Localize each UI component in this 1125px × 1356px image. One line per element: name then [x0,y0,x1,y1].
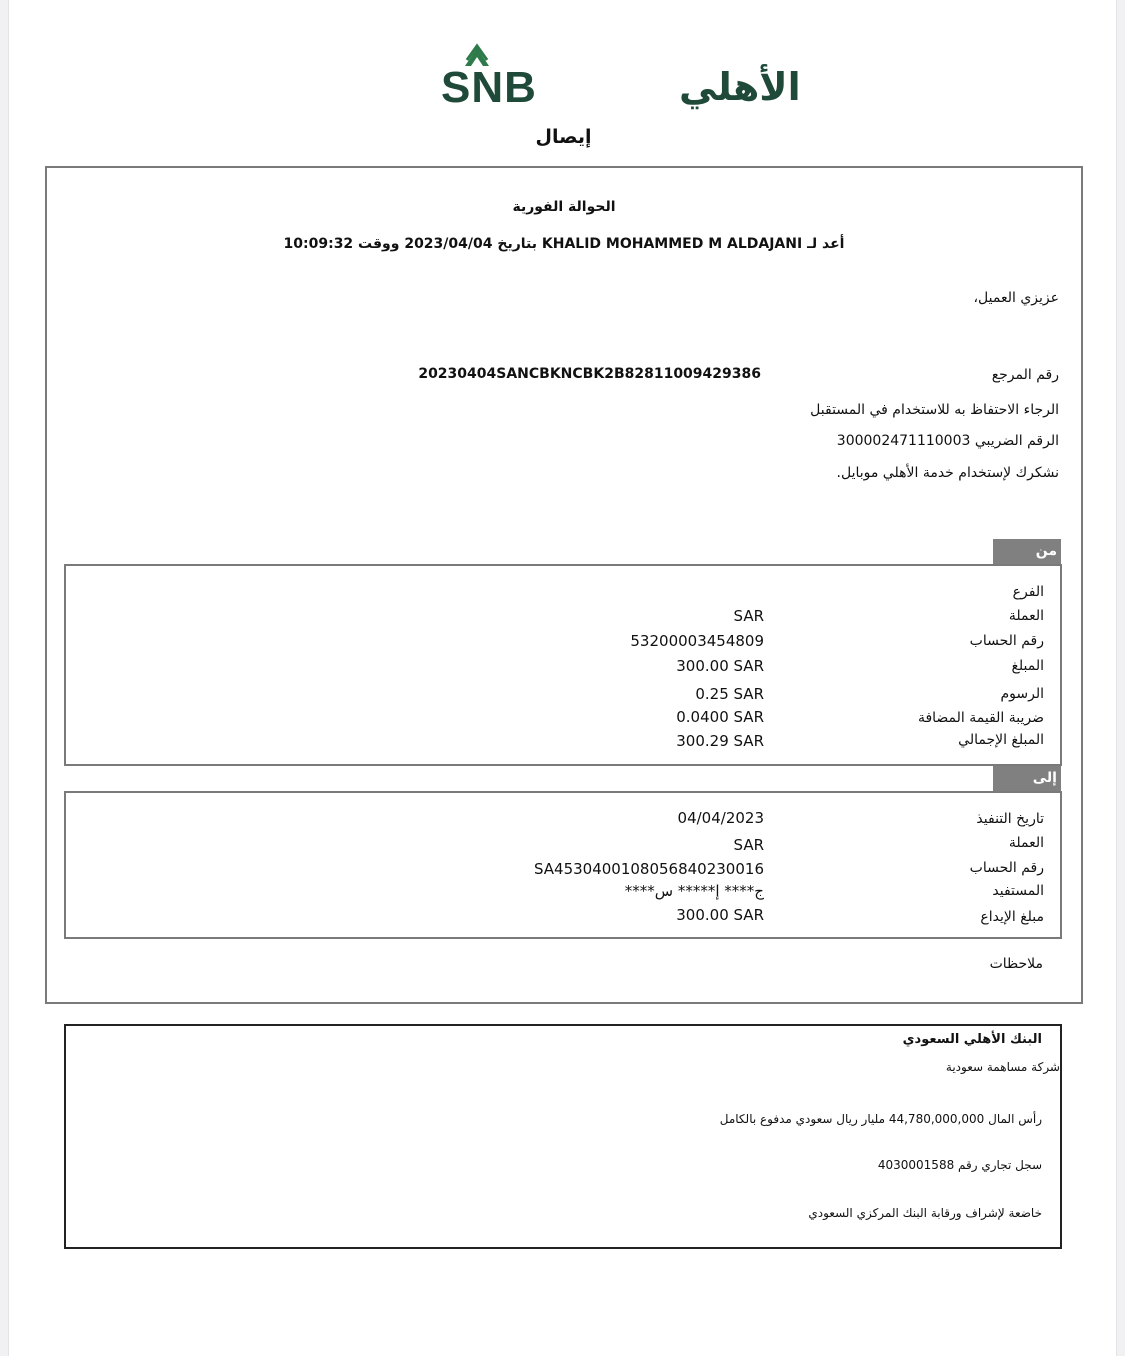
page-title: إيصال [535,126,592,148]
notes-label: ملاحظات [989,956,1043,972]
from-amount-value: 300.00 SAR [676,657,764,675]
to-tab: إلى [993,766,1061,791]
prepared-for-line: أعد لـ KHALID MOHAMMED M ALDAJANI بتاريخ 2023/04/04 ووقت 10:09:32 [283,236,845,252]
to-deposit-value: 300.00 SAR [676,906,764,924]
keep-note: الرجاء الاحتفاظ به للاستخدام في المستقبل [810,402,1059,418]
greeting: عزيزي العميل، [973,290,1059,306]
footer-commercial-register: سجل تجاري رقم 4030001588 [877,1158,1042,1172]
from-currency-label: العملة [1008,608,1044,624]
to-currency-label: العملة [1008,835,1044,851]
from-vat-value: 0.0400 SAR [676,708,764,726]
to-date-label: تاريخ التنفيذ [976,811,1044,827]
from-currency-value: SAR [733,607,764,625]
to-beneficiary-label: المستفيد [992,883,1044,899]
to-beneficiary-value: ج**** إ***** س**** [624,882,764,900]
to-deposit-label: مبلغ الإيداع [980,909,1044,925]
receipt-main-box [45,166,1083,1004]
from-amount-label: المبلغ [1011,658,1044,674]
to-section [64,791,1062,939]
from-fees-label: الرسوم [1000,686,1044,702]
snb-logo-icon [439,44,801,112]
svg-text:SNB: SNB [441,63,537,112]
to-account-value: SA4530400108056840230016 [533,860,764,878]
from-branch-label: الفرع [1012,584,1044,600]
from-total-value: 300.29 SAR [676,732,764,750]
to-currency-value: SAR [733,836,764,854]
footer-supervision: خاضعة لإشراف ورقابة البنك المركزي السعودي [808,1206,1042,1220]
receipt-page [8,0,1117,1356]
from-account-label: رقم الحساب [969,633,1044,649]
from-total-label: المبلغ الإجمالي [958,732,1044,748]
footer-bank-name: البنك الأهلي السعودي [902,1032,1042,1047]
svg-text:الأهلي: الأهلي [679,65,801,109]
from-account-value: 53200003454809 [630,632,764,650]
from-section [64,564,1062,766]
thanks-note: نشكرك لإستخدام خدمة الأهلي موبايل. [836,465,1059,481]
from-vat-label: ضريبة القيمة المضافة [917,710,1044,726]
reference-value: 20230404SANCBKNCBK2B82811009429386 [418,366,761,382]
reference-label: رقم المرجع [991,367,1059,383]
footer-company-type: شركة مساهمة سعودية [945,1060,1060,1074]
from-tab: من [993,539,1061,564]
from-fees-value: 0.25 SAR [695,685,764,703]
footer-capital: رأس المال 44,780,000,000 مليار ريال سعودي مدفوع بالكامل [719,1112,1042,1126]
bank-footer [64,1024,1062,1249]
tax-number: الرقم الضريبي 300002471110003 [836,433,1059,449]
to-account-label: رقم الحساب [969,860,1044,876]
transfer-type: الحوالة الفورية [512,199,616,215]
to-date-value: 04/04/2023 [677,809,764,827]
